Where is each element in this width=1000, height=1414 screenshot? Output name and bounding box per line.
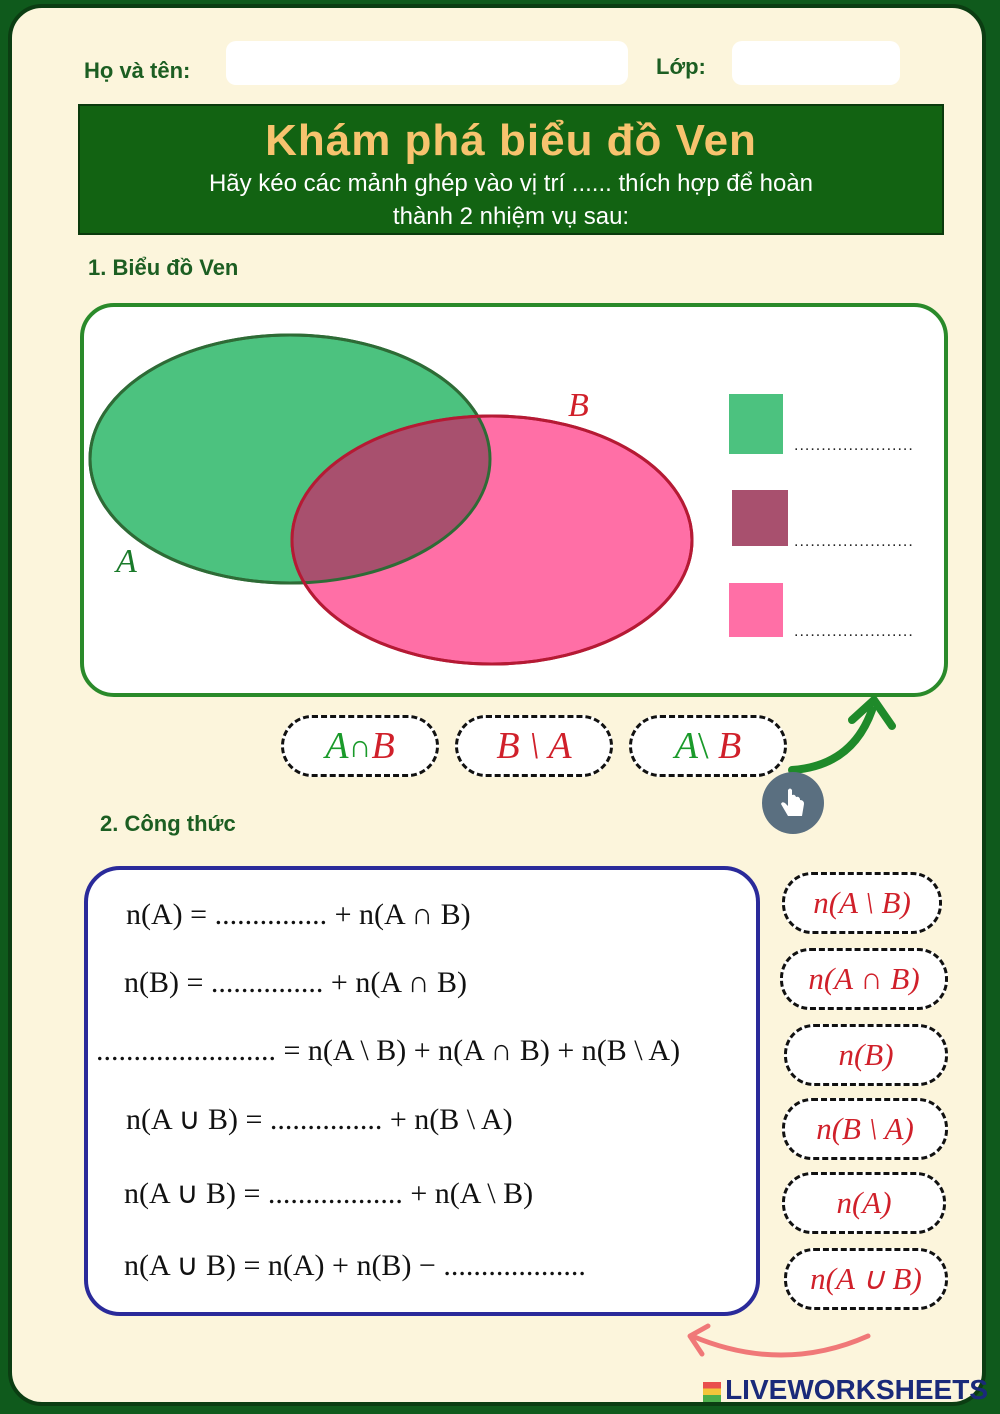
- drag-piece-n-intersection[interactable]: n(A ∩ B): [780, 948, 948, 1010]
- drag-piece-n-b-minus-a[interactable]: n(B \ A): [782, 1098, 948, 1160]
- curved-arrow-left-icon: [672, 1316, 882, 1372]
- drag-piece-b-minus-a[interactable]: B \ A: [455, 715, 613, 777]
- instruction-line-2: thành 2 nhiệm vụ sau:: [392, 203, 630, 230]
- liveworksheets-watermark: LIVEWORKSHEETS: [703, 1374, 988, 1406]
- class-label: Lớp:: [656, 54, 706, 79]
- drag-piece-intersection[interactable]: A ∩ B: [281, 715, 439, 777]
- drag-piece-n-a[interactable]: n(A): [782, 1172, 946, 1234]
- formula-box: [84, 866, 760, 1316]
- page-title: Khám phá biểu đồ Ven: [265, 116, 757, 165]
- hand-pointer-icon[interactable]: [762, 772, 824, 834]
- venn-diagram-box: [80, 303, 948, 697]
- drag-piece-n-b[interactable]: n(B): [784, 1024, 948, 1086]
- class-input[interactable]: [732, 41, 900, 85]
- legend-blank-1[interactable]: ......................: [794, 437, 914, 454]
- name-input[interactable]: [226, 41, 628, 85]
- formula-6: n(A ∪ B) = n(A) + n(B) − ...................: [124, 1249, 586, 1282]
- set-a-label: A: [116, 543, 137, 580]
- curved-arrow-up-icon: [782, 686, 902, 786]
- legend-blank-3[interactable]: ......................: [794, 623, 914, 640]
- legend-swatch-green: [729, 394, 783, 454]
- formula-4: n(A ∪ B) = ............... + n(B \ A): [126, 1103, 513, 1136]
- drag-piece-n-union[interactable]: n(A ∪ B): [784, 1248, 948, 1310]
- drag-piece-n-a-minus-b[interactable]: n(A \ B): [782, 872, 942, 934]
- section-1-heading: 1. Biểu đồ Ven: [88, 255, 239, 280]
- set-b-label: B: [568, 387, 589, 424]
- instruction-line-1: Hãy kéo các mảnh ghép vào vị trí ...... thích hợp để hoàn: [208, 170, 814, 197]
- legend-blank-2[interactable]: ......................: [794, 533, 914, 550]
- drag-piece-a-minus-b[interactable]: A \ B: [629, 715, 787, 777]
- section-2-heading: 2. Công thức: [100, 811, 236, 836]
- title-banner: [78, 104, 944, 235]
- name-label: Họ và tên:: [84, 58, 191, 83]
- worksheet-page: [8, 4, 986, 1406]
- formula-1: n(A) = ............... + n(A ∩ B): [126, 898, 471, 931]
- legend-swatch-overlap: [732, 490, 788, 546]
- formula-3: ........................ = n(A \ B) + n(A ∩ B) + n(B \ A): [96, 1034, 681, 1067]
- legend-swatch-pink: [729, 583, 783, 637]
- formula-2: n(B) = ............... + n(A ∩ B): [124, 966, 467, 999]
- formula-5: n(A ∪ B) = .................. + n(A \ B): [124, 1177, 534, 1210]
